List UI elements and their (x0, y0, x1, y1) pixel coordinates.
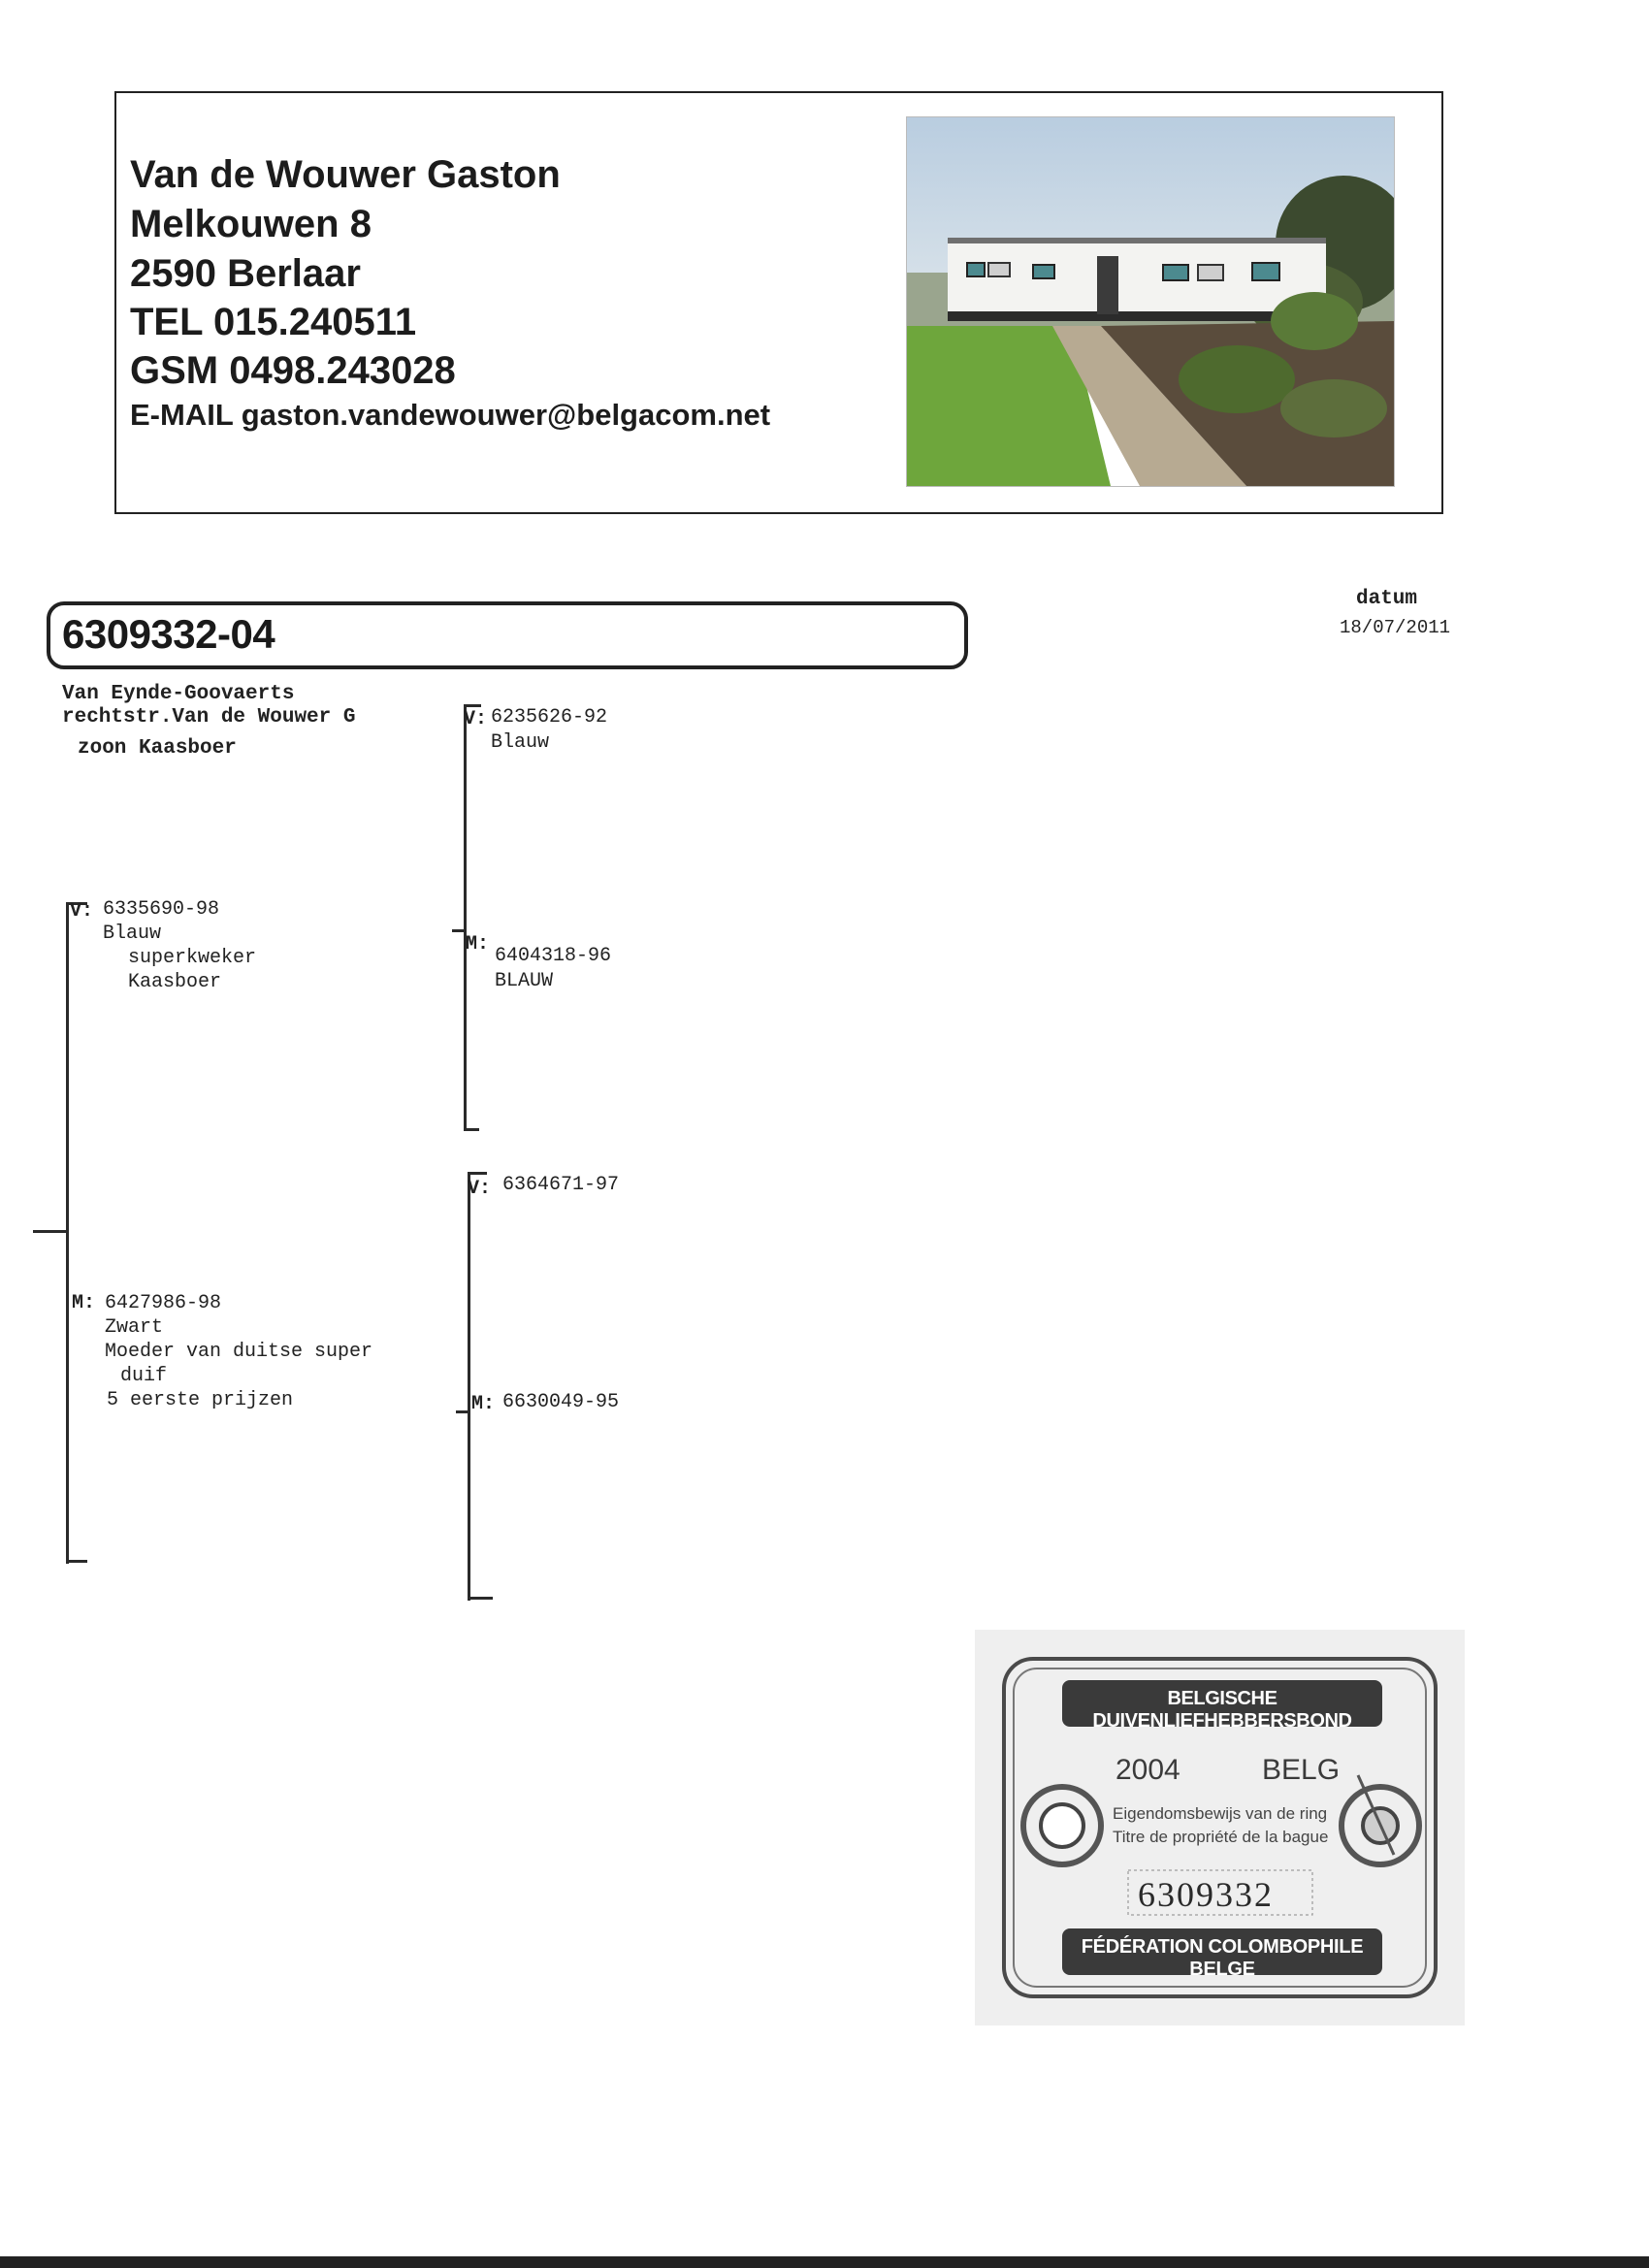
grandparents-m-connector (456, 1410, 468, 1413)
grandparents-f-bracket-bottom (464, 1128, 479, 1131)
grandparents-m-bracket-bottom (468, 1597, 493, 1600)
fm-note: BLAUW (495, 970, 554, 992)
certificate-line-nl: Eigendomsbewijs van de ring (1113, 1804, 1328, 1823)
pigeon-line-1: rechtstr.Van de Wouwer G (62, 706, 356, 729)
father-note: Blauw (103, 923, 162, 945)
father-note: superkweker (128, 947, 257, 969)
date-value: 18/07/2011 (1340, 617, 1451, 638)
fm-ring: 6404318-96 (495, 945, 612, 967)
root-connector (33, 1230, 66, 1233)
ring-number: 6309332-04 (62, 611, 275, 657)
date-label: datum (1356, 588, 1418, 610)
grandparents-m-bracket-top (468, 1172, 487, 1175)
mother-note: Zwart (105, 1316, 164, 1339)
ff-tag: V: (464, 708, 488, 730)
ff-note: Blauw (491, 731, 550, 754)
mm-ring: 6630049-95 (502, 1391, 620, 1413)
father-tag: V: (70, 900, 94, 923)
mother-ring: 6427986-98 (105, 1292, 222, 1314)
ring-ownership-certificate (975, 1630, 1465, 2025)
ring-number-box (47, 601, 968, 669)
owner-street: Melkouwen 8 (130, 203, 372, 245)
mf-ring: 6364671-97 (502, 1174, 620, 1196)
grandparents-m-bracket (468, 1172, 470, 1601)
mother-note: duif (120, 1365, 168, 1387)
mf-tag: V: (468, 1178, 492, 1200)
owner-city: 2590 Berlaar (130, 252, 361, 295)
owner-header-box (114, 91, 1443, 514)
certificate-number: 6309332 (1138, 1875, 1274, 1914)
certificate-line-fr: Titre de propriété de la bague (1113, 1828, 1329, 1846)
loft-photo (906, 116, 1395, 487)
certificate-year: 2004 (1116, 1754, 1180, 1786)
pigeon-line-2: zoon Kaasboer (78, 737, 237, 760)
mother-note: Moeder van duitse super (105, 1341, 373, 1363)
grandparents-f-bracket-top (464, 704, 481, 707)
owner-gsm: GSM 0498.243028 (130, 349, 456, 392)
loft-photo-image (907, 117, 1394, 486)
certificate-org-fr: FÉDÉRATION COLOMBOPHILE BELGE (1081, 1936, 1364, 1980)
mm-tag: M: (471, 1393, 496, 1415)
owner-email: E-MAIL gaston.vandewouwer@belgacom.net (130, 398, 771, 432)
father-ring: 6335690-98 (103, 898, 220, 921)
mother-tag: M: (72, 1292, 96, 1314)
ff-ring: 6235626-92 (491, 706, 608, 729)
owner-name: Van de Wouwer Gaston (130, 153, 561, 196)
owner-tel: TEL 015.240511 (130, 301, 417, 343)
breeder-name: Van Eynde-Goovaerts (62, 683, 295, 705)
parents-bracket (66, 902, 69, 1564)
certificate-country: BELG (1262, 1754, 1341, 1786)
father-note: Kaasboer (128, 971, 222, 993)
grandparents-f-bracket (464, 704, 467, 1131)
fm-tag: M: (466, 933, 490, 956)
grandparents-f-connector (452, 929, 464, 932)
parents-bracket-bottom (66, 1560, 87, 1563)
certificate-org-nl: BELGISCHE DUIVENLIEFHEBBERSBOND (1092, 1688, 1352, 1732)
scan-bottom-edge (0, 2256, 1649, 2268)
mother-note: 5 eerste prijzen (107, 1389, 294, 1411)
